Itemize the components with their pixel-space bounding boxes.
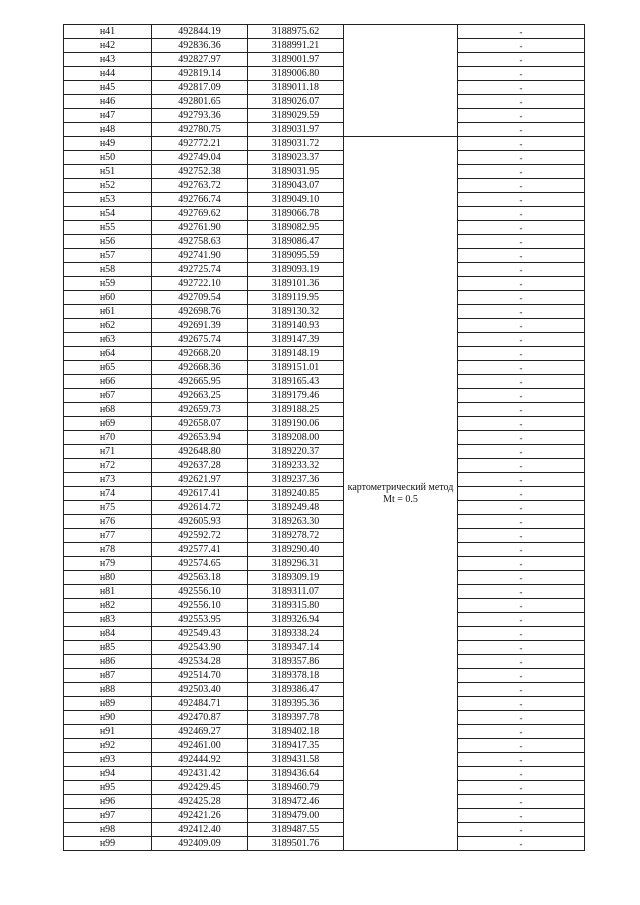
y-coordinate-cell: 3189290.40 [248, 543, 344, 557]
y-coordinate-cell: 3189190.06 [248, 417, 344, 431]
note-cell: - [458, 501, 585, 515]
point-id-cell: н66 [64, 375, 152, 389]
table-row [64, 753, 585, 767]
x-coordinate-cell: 492663.25 [152, 389, 248, 403]
point-id-cell: н71 [64, 445, 152, 459]
point-id-cell: н83 [64, 613, 152, 627]
note-cell: - [458, 627, 585, 641]
table-row [64, 249, 585, 263]
y-coordinate-cell: 3189501.76 [248, 837, 344, 851]
y-coordinate-cell: 3189347.14 [248, 641, 344, 655]
x-coordinate-cell: 492691.39 [152, 319, 248, 333]
x-coordinate-cell: 492574.65 [152, 557, 248, 571]
point-id-cell: н96 [64, 795, 152, 809]
x-coordinate-cell: 492556.10 [152, 585, 248, 599]
note-cell: - [458, 837, 585, 851]
point-id-cell: н85 [64, 641, 152, 655]
table-row [64, 207, 585, 221]
method-cell [344, 25, 458, 137]
y-coordinate-cell: 3189001.97 [248, 53, 344, 67]
point-id-cell: н98 [64, 823, 152, 837]
point-id-cell: н81 [64, 585, 152, 599]
note-cell: - [458, 445, 585, 459]
table-row [64, 613, 585, 627]
y-coordinate-cell: 3189326.94 [248, 613, 344, 627]
y-coordinate-cell: 3189237.36 [248, 473, 344, 487]
point-id-cell: н43 [64, 53, 152, 67]
table-row [64, 571, 585, 585]
x-coordinate-cell: 492698.76 [152, 305, 248, 319]
table-row [64, 179, 585, 193]
y-coordinate-cell: 3189240.85 [248, 487, 344, 501]
y-coordinate-cell: 3189296.31 [248, 557, 344, 571]
y-coordinate-cell: 3188975.62 [248, 25, 344, 39]
x-coordinate-cell: 492741.90 [152, 249, 248, 263]
y-coordinate-cell: 3188991.21 [248, 39, 344, 53]
note-cell: - [458, 361, 585, 375]
y-coordinate-cell: 3189338.24 [248, 627, 344, 641]
point-id-cell: н82 [64, 599, 152, 613]
x-coordinate-cell: 492758.63 [152, 235, 248, 249]
point-id-cell: н59 [64, 277, 152, 291]
y-coordinate-cell: 3189140.93 [248, 319, 344, 333]
point-id-cell: н93 [64, 753, 152, 767]
note-cell: - [458, 263, 585, 277]
table-row [64, 459, 585, 473]
x-coordinate-cell: 492563.18 [152, 571, 248, 585]
note-cell: - [458, 725, 585, 739]
y-coordinate-cell: 3189460.79 [248, 781, 344, 795]
note-cell: - [458, 585, 585, 599]
point-id-cell: н99 [64, 837, 152, 851]
x-coordinate-cell: 492469.27 [152, 725, 248, 739]
note-cell: - [458, 711, 585, 725]
y-coordinate-cell: 3189386.47 [248, 683, 344, 697]
point-id-cell: н73 [64, 473, 152, 487]
x-coordinate-cell: 492658.07 [152, 417, 248, 431]
x-coordinate-cell: 492412.40 [152, 823, 248, 837]
note-cell: - [458, 697, 585, 711]
x-coordinate-cell: 492553.95 [152, 613, 248, 627]
point-id-cell: н88 [64, 683, 152, 697]
x-coordinate-cell: 492653.94 [152, 431, 248, 445]
table-row [64, 333, 585, 347]
y-coordinate-cell: 3189233.32 [248, 459, 344, 473]
x-coordinate-cell: 492429.45 [152, 781, 248, 795]
y-coordinate-cell: 3189263.30 [248, 515, 344, 529]
note-cell: - [458, 277, 585, 291]
table-row [64, 81, 585, 95]
point-id-cell: н94 [64, 767, 152, 781]
y-coordinate-cell: 3189309.19 [248, 571, 344, 585]
point-id-cell: н48 [64, 123, 152, 137]
x-coordinate-cell: 492752.38 [152, 165, 248, 179]
x-coordinate-cell: 492444.92 [152, 753, 248, 767]
y-coordinate-cell: 3189151.01 [248, 361, 344, 375]
point-id-cell: н62 [64, 319, 152, 333]
x-coordinate-cell: 492761.90 [152, 221, 248, 235]
table-row [64, 781, 585, 795]
y-coordinate-cell: 3189031.97 [248, 123, 344, 137]
table-row [64, 473, 585, 487]
y-coordinate-cell: 3189357.86 [248, 655, 344, 669]
point-id-cell: н60 [64, 291, 152, 305]
y-coordinate-cell: 3189147.39 [248, 333, 344, 347]
note-cell: - [458, 109, 585, 123]
table-row [64, 431, 585, 445]
table-row [64, 501, 585, 515]
x-coordinate-cell: 492668.36 [152, 361, 248, 375]
y-coordinate-cell: 3189397.78 [248, 711, 344, 725]
note-cell: - [458, 515, 585, 529]
table-row [64, 347, 585, 361]
y-coordinate-cell: 3189049.10 [248, 193, 344, 207]
table-row [64, 123, 585, 137]
y-coordinate-cell: 3189179.46 [248, 389, 344, 403]
table-row [64, 669, 585, 683]
note-cell: - [458, 95, 585, 109]
table-row [64, 725, 585, 739]
table-row [64, 305, 585, 319]
note-cell: - [458, 613, 585, 627]
y-coordinate-cell: 3189188.25 [248, 403, 344, 417]
point-id-cell: н89 [64, 697, 152, 711]
point-id-cell: н78 [64, 543, 152, 557]
table-row [64, 361, 585, 375]
y-coordinate-cell: 3189101.36 [248, 277, 344, 291]
y-coordinate-cell: 3189208.00 [248, 431, 344, 445]
x-coordinate-cell: 492780.75 [152, 123, 248, 137]
table-row [64, 291, 585, 305]
note-cell: - [458, 641, 585, 655]
point-id-cell: н91 [64, 725, 152, 739]
x-coordinate-cell: 492617.41 [152, 487, 248, 501]
table-row [64, 25, 585, 39]
point-id-cell: н50 [64, 151, 152, 165]
x-coordinate-cell: 492827.97 [152, 53, 248, 67]
y-coordinate-cell: 3189082.95 [248, 221, 344, 235]
note-cell: - [458, 207, 585, 221]
x-coordinate-cell: 492614.72 [152, 501, 248, 515]
note-cell: - [458, 669, 585, 683]
x-coordinate-cell: 492772.21 [152, 137, 248, 151]
point-id-cell: н52 [64, 179, 152, 193]
y-coordinate-cell: 3189148.19 [248, 347, 344, 361]
point-id-cell: н69 [64, 417, 152, 431]
point-id-cell: н65 [64, 361, 152, 375]
note-cell: - [458, 739, 585, 753]
x-coordinate-cell: 492769.62 [152, 207, 248, 221]
table-row [64, 739, 585, 753]
note-cell: - [458, 431, 585, 445]
point-id-cell: н51 [64, 165, 152, 179]
note-cell: - [458, 305, 585, 319]
y-coordinate-cell: 3189029.59 [248, 109, 344, 123]
note-cell: - [458, 81, 585, 95]
table-row [64, 683, 585, 697]
x-coordinate-cell: 492470.87 [152, 711, 248, 725]
x-coordinate-cell: 492556.10 [152, 599, 248, 613]
x-coordinate-cell: 492793.36 [152, 109, 248, 123]
x-coordinate-cell: 492648.80 [152, 445, 248, 459]
note-cell: - [458, 543, 585, 557]
table-row [64, 53, 585, 67]
y-coordinate-cell: 3189066.78 [248, 207, 344, 221]
note-cell: - [458, 179, 585, 193]
x-coordinate-cell: 492592.72 [152, 529, 248, 543]
y-coordinate-cell: 3189095.59 [248, 249, 344, 263]
point-id-cell: н45 [64, 81, 152, 95]
point-id-cell: н64 [64, 347, 152, 361]
y-coordinate-cell: 3189417.35 [248, 739, 344, 753]
table-row [64, 557, 585, 571]
note-cell: - [458, 529, 585, 543]
note-cell: - [458, 599, 585, 613]
note-cell: - [458, 39, 585, 53]
x-coordinate-cell: 492409.09 [152, 837, 248, 851]
table-row [64, 823, 585, 837]
point-id-cell: н90 [64, 711, 152, 725]
x-coordinate-cell: 492425.28 [152, 795, 248, 809]
point-id-cell: н70 [64, 431, 152, 445]
y-coordinate-cell: 3189130.32 [248, 305, 344, 319]
point-id-cell: н87 [64, 669, 152, 683]
point-id-cell: н74 [64, 487, 152, 501]
table-row [64, 39, 585, 53]
note-cell: - [458, 165, 585, 179]
x-coordinate-cell: 492709.54 [152, 291, 248, 305]
x-coordinate-cell: 492836.36 [152, 39, 248, 53]
note-cell: - [458, 25, 585, 39]
y-coordinate-cell: 3189011.18 [248, 81, 344, 95]
table-row [64, 487, 585, 501]
point-id-cell: н95 [64, 781, 152, 795]
x-coordinate-cell: 492665.95 [152, 375, 248, 389]
table-row [64, 655, 585, 669]
note-cell: - [458, 333, 585, 347]
y-coordinate-cell: 3189119.95 [248, 291, 344, 305]
point-id-cell: н61 [64, 305, 152, 319]
table-row [64, 165, 585, 179]
point-id-cell: н72 [64, 459, 152, 473]
note-cell: - [458, 795, 585, 809]
point-id-cell: н56 [64, 235, 152, 249]
table-row [64, 263, 585, 277]
x-coordinate-cell: 492725.74 [152, 263, 248, 277]
note-cell: - [458, 473, 585, 487]
table-row [64, 697, 585, 711]
note-cell: - [458, 319, 585, 333]
note-cell: - [458, 151, 585, 165]
point-id-cell: н76 [64, 515, 152, 529]
point-id-cell: н57 [64, 249, 152, 263]
y-coordinate-cell: 3189220.37 [248, 445, 344, 459]
note-cell: - [458, 571, 585, 585]
x-coordinate-cell: 492461.00 [152, 739, 248, 753]
table-row [64, 543, 585, 557]
x-coordinate-cell: 492722.10 [152, 277, 248, 291]
x-coordinate-cell: 492637.28 [152, 459, 248, 473]
y-coordinate-cell: 3189402.18 [248, 725, 344, 739]
method-cell: картометрический метод Mt = 0.5 [344, 137, 458, 851]
table-row [64, 403, 585, 417]
point-id-cell: н77 [64, 529, 152, 543]
note-cell: - [458, 249, 585, 263]
x-coordinate-cell: 492421.26 [152, 809, 248, 823]
table-row [64, 375, 585, 389]
note-cell: - [458, 53, 585, 67]
point-id-cell: н53 [64, 193, 152, 207]
y-coordinate-cell: 3189479.00 [248, 809, 344, 823]
x-coordinate-cell: 492817.09 [152, 81, 248, 95]
table-row [64, 235, 585, 249]
y-coordinate-cell: 3189031.95 [248, 165, 344, 179]
table-row [64, 585, 585, 599]
point-id-cell: н80 [64, 571, 152, 585]
table-row [64, 711, 585, 725]
note-cell: - [458, 809, 585, 823]
y-coordinate-cell: 3189023.37 [248, 151, 344, 165]
x-coordinate-cell: 492844.19 [152, 25, 248, 39]
note-cell: - [458, 403, 585, 417]
note-cell: - [458, 459, 585, 473]
table-row [64, 795, 585, 809]
table-row [64, 417, 585, 431]
table-row [64, 515, 585, 529]
table-row [64, 319, 585, 333]
table-row [64, 389, 585, 403]
point-id-cell: н68 [64, 403, 152, 417]
point-id-cell: н42 [64, 39, 152, 53]
note-cell: - [458, 67, 585, 81]
table-row [64, 67, 585, 81]
table-row [64, 641, 585, 655]
note-cell: - [458, 557, 585, 571]
point-id-cell: н55 [64, 221, 152, 235]
note-cell: - [458, 193, 585, 207]
x-coordinate-cell: 492763.72 [152, 179, 248, 193]
x-coordinate-cell: 492503.40 [152, 683, 248, 697]
x-coordinate-cell: 492668.20 [152, 347, 248, 361]
table-row [64, 445, 585, 459]
table-row [64, 193, 585, 207]
table-row [64, 109, 585, 123]
table-row [64, 599, 585, 613]
table-row [64, 529, 585, 543]
point-id-cell: н84 [64, 627, 152, 641]
point-id-cell: н44 [64, 67, 152, 81]
note-cell: - [458, 417, 585, 431]
table-row [64, 627, 585, 641]
point-id-cell: н97 [64, 809, 152, 823]
x-coordinate-cell: 492766.74 [152, 193, 248, 207]
y-coordinate-cell: 3189487.55 [248, 823, 344, 837]
table-row [64, 137, 585, 151]
point-id-cell: н75 [64, 501, 152, 515]
y-coordinate-cell: 3189395.36 [248, 697, 344, 711]
point-id-cell: н58 [64, 263, 152, 277]
x-coordinate-cell: 492749.04 [152, 151, 248, 165]
point-id-cell: н92 [64, 739, 152, 753]
note-cell: - [458, 235, 585, 249]
note-cell: - [458, 347, 585, 361]
point-id-cell: н67 [64, 389, 152, 403]
y-coordinate-cell: 3189315.80 [248, 599, 344, 613]
coordinates-table-body [64, 25, 585, 851]
x-coordinate-cell: 492484.71 [152, 697, 248, 711]
y-coordinate-cell: 3189472.46 [248, 795, 344, 809]
x-coordinate-cell: 492659.73 [152, 403, 248, 417]
x-coordinate-cell: 492549.43 [152, 627, 248, 641]
y-coordinate-cell: 3189043.07 [248, 179, 344, 193]
note-cell: - [458, 389, 585, 403]
point-id-cell: н47 [64, 109, 152, 123]
note-cell: - [458, 123, 585, 137]
point-id-cell: н46 [64, 95, 152, 109]
x-coordinate-cell: 492514.70 [152, 669, 248, 683]
note-cell: - [458, 221, 585, 235]
note-cell: - [458, 655, 585, 669]
x-coordinate-cell: 492543.90 [152, 641, 248, 655]
y-coordinate-cell: 3189031.72 [248, 137, 344, 151]
y-coordinate-cell: 3189165.43 [248, 375, 344, 389]
note-cell: - [458, 137, 585, 151]
table-row [64, 95, 585, 109]
x-coordinate-cell: 492605.93 [152, 515, 248, 529]
table-row [64, 767, 585, 781]
x-coordinate-cell: 492801.65 [152, 95, 248, 109]
point-id-cell: н41 [64, 25, 152, 39]
x-coordinate-cell: 492819.14 [152, 67, 248, 81]
y-coordinate-cell: 3189093.19 [248, 263, 344, 277]
y-coordinate-cell: 3189278.72 [248, 529, 344, 543]
note-cell: - [458, 683, 585, 697]
table-row [64, 221, 585, 235]
x-coordinate-cell: 492431.42 [152, 767, 248, 781]
point-id-cell: н63 [64, 333, 152, 347]
note-cell: - [458, 781, 585, 795]
table-row [64, 837, 585, 851]
point-id-cell: н49 [64, 137, 152, 151]
y-coordinate-cell: 3189249.48 [248, 501, 344, 515]
point-id-cell: н54 [64, 207, 152, 221]
table-row [64, 151, 585, 165]
x-coordinate-cell: 492577.41 [152, 543, 248, 557]
x-coordinate-cell: 492675.74 [152, 333, 248, 347]
x-coordinate-cell: 492621.97 [152, 473, 248, 487]
y-coordinate-cell: 3189026.07 [248, 95, 344, 109]
point-id-cell: н79 [64, 557, 152, 571]
table-row [64, 277, 585, 291]
note-cell: - [458, 375, 585, 389]
y-coordinate-cell: 3189086.47 [248, 235, 344, 249]
y-coordinate-cell: 3189436.64 [248, 767, 344, 781]
point-id-cell: н86 [64, 655, 152, 669]
note-cell: - [458, 767, 585, 781]
y-coordinate-cell: 3189378.18 [248, 669, 344, 683]
coordinates-table [63, 24, 585, 851]
table-row [64, 809, 585, 823]
y-coordinate-cell: 3189311.07 [248, 585, 344, 599]
x-coordinate-cell: 492534.28 [152, 655, 248, 669]
y-coordinate-cell: 3189431.58 [248, 753, 344, 767]
note-cell: - [458, 823, 585, 837]
note-cell: - [458, 291, 585, 305]
y-coordinate-cell: 3189006.80 [248, 67, 344, 81]
note-cell: - [458, 487, 585, 501]
note-cell: - [458, 753, 585, 767]
